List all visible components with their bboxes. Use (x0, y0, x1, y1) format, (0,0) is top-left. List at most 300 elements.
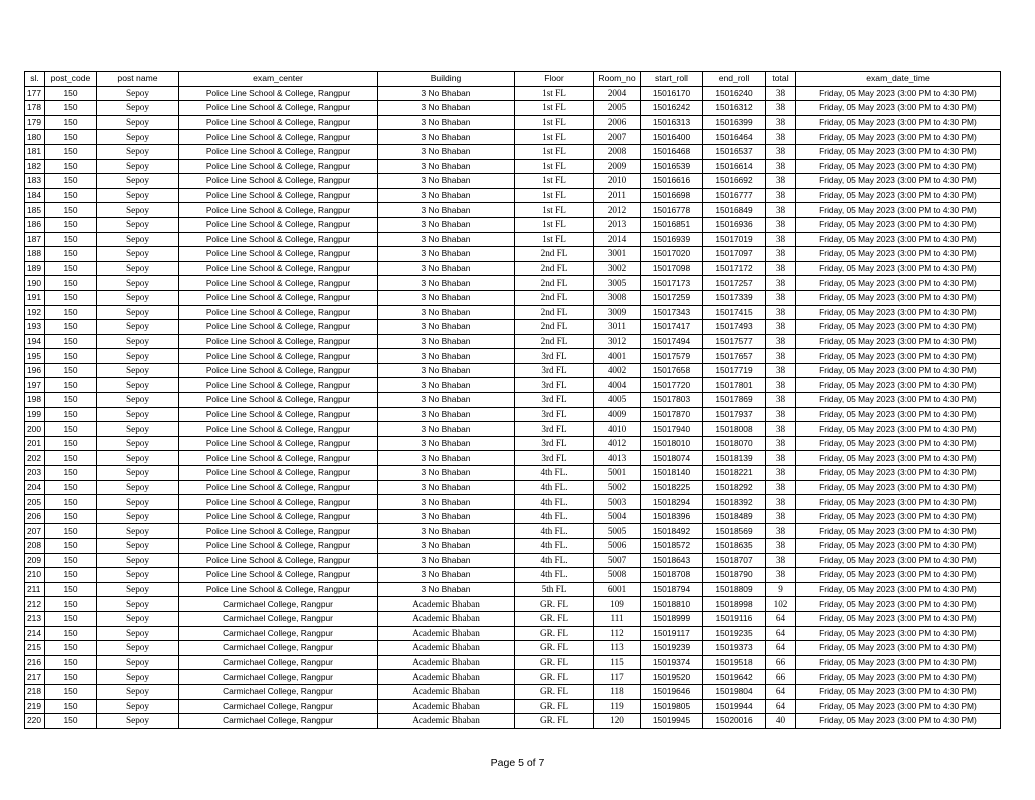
post-code-cell: 150 (45, 115, 97, 130)
start-roll-cell: 15017720 (641, 378, 703, 393)
floor-cell: 4th FL. (515, 466, 594, 481)
exam-center-cell: Police Line School & College, Rangpur (179, 407, 378, 422)
start-roll-cell: 15017940 (641, 422, 703, 437)
total-cell: 102 (766, 597, 796, 612)
end-roll-cell: 15018790 (703, 568, 766, 583)
post-name-cell: Sepoy (97, 466, 179, 481)
table-row (25, 568, 1001, 583)
exam-date-time-cell: Friday, 05 May 2023 (3:00 PM to 4:30 PM) (796, 320, 1001, 335)
exam-center-cell: Police Line School & College, Rangpur (179, 480, 378, 495)
sl-cell: 210 (25, 568, 45, 583)
exam-center-cell: Carmichael College, Rangpur (179, 699, 378, 714)
end-roll-cell: 15016936 (703, 217, 766, 232)
total-cell: 64 (766, 684, 796, 699)
post-code-cell: 150 (45, 655, 97, 670)
floor-cell: 1st FL (515, 115, 594, 130)
sl-cell: 184 (25, 188, 45, 203)
post-name-cell: Sepoy (97, 509, 179, 524)
post-code-cell: 150 (45, 290, 97, 305)
end-roll-cell: 15017719 (703, 363, 766, 378)
room-no-cell: 112 (594, 626, 641, 641)
post-code-cell: 150 (45, 466, 97, 481)
col-room-no-header: Room_no (594, 72, 641, 87)
room-no-cell: 4002 (594, 363, 641, 378)
end-roll-cell: 15017257 (703, 276, 766, 291)
total-cell: 38 (766, 320, 796, 335)
end-roll-cell: 15019373 (703, 641, 766, 656)
exam-center-cell: Police Line School & College, Rangpur (179, 305, 378, 320)
table-header-row (25, 72, 1001, 87)
total-cell: 66 (766, 655, 796, 670)
sl-cell: 185 (25, 203, 45, 218)
floor-cell: 1st FL (515, 101, 594, 116)
sl-cell: 203 (25, 466, 45, 481)
table-row (25, 159, 1001, 174)
end-roll-cell: 15018292 (703, 480, 766, 495)
seat-plan-table (24, 71, 1001, 729)
exam-date-time-cell: Friday, 05 May 2023 (3:00 PM to 4:30 PM) (796, 684, 1001, 699)
exam-date-time-cell: Friday, 05 May 2023 (3:00 PM to 4:30 PM) (796, 363, 1001, 378)
room-no-cell: 3002 (594, 261, 641, 276)
post-name-cell: Sepoy (97, 130, 179, 145)
exam-date-time-cell: Friday, 05 May 2023 (3:00 PM to 4:30 PM) (796, 276, 1001, 291)
sl-cell: 180 (25, 130, 45, 145)
room-no-cell: 2011 (594, 188, 641, 203)
total-cell: 38 (766, 232, 796, 247)
exam-date-time-cell: Friday, 05 May 2023 (3:00 PM to 4:30 PM) (796, 495, 1001, 510)
post-name-cell: Sepoy (97, 320, 179, 335)
floor-cell: 3rd FL (515, 407, 594, 422)
exam-center-cell: Police Line School & College, Rangpur (179, 276, 378, 291)
exam-date-time-cell: Friday, 05 May 2023 (3:00 PM to 4:30 PM) (796, 626, 1001, 641)
total-cell: 40 (766, 714, 796, 729)
floor-cell: 2nd FL (515, 290, 594, 305)
room-no-cell: 5005 (594, 524, 641, 539)
building-cell: Academic Bhaban (378, 684, 515, 699)
exam-center-cell: Police Line School & College, Rangpur (179, 436, 378, 451)
end-roll-cell: 15019804 (703, 684, 766, 699)
total-cell: 38 (766, 349, 796, 364)
table-row (25, 174, 1001, 189)
post-name-cell: Sepoy (97, 247, 179, 262)
total-cell: 38 (766, 568, 796, 583)
start-roll-cell: 15017098 (641, 261, 703, 276)
total-cell: 38 (766, 509, 796, 524)
total-cell: 38 (766, 276, 796, 291)
end-roll-cell: 15018809 (703, 582, 766, 597)
table-row (25, 451, 1001, 466)
table-row (25, 539, 1001, 554)
table-row (25, 611, 1001, 626)
post-name-cell: Sepoy (97, 626, 179, 641)
building-cell: 3 No Bhaban (378, 188, 515, 203)
end-roll-cell: 15018139 (703, 451, 766, 466)
end-roll-cell: 15018070 (703, 436, 766, 451)
building-cell: 3 No Bhaban (378, 159, 515, 174)
exam-date-time-cell: Friday, 05 May 2023 (3:00 PM to 4:30 PM) (796, 115, 1001, 130)
building-cell: Academic Bhaban (378, 626, 515, 641)
room-no-cell: 118 (594, 684, 641, 699)
table-row (25, 436, 1001, 451)
table-body (25, 86, 1001, 728)
sl-cell: 202 (25, 451, 45, 466)
floor-cell: 2nd FL (515, 334, 594, 349)
post-name-cell: Sepoy (97, 232, 179, 247)
exam-center-cell: Police Line School & College, Rangpur (179, 553, 378, 568)
table-row (25, 684, 1001, 699)
building-cell: 3 No Bhaban (378, 378, 515, 393)
sl-cell: 207 (25, 524, 45, 539)
total-cell: 9 (766, 582, 796, 597)
exam-center-cell: Police Line School & College, Rangpur (179, 539, 378, 554)
sl-cell: 217 (25, 670, 45, 685)
exam-center-cell: Police Line School & College, Rangpur (179, 466, 378, 481)
room-no-cell: 2007 (594, 130, 641, 145)
total-cell: 38 (766, 466, 796, 481)
floor-cell: 1st FL (515, 130, 594, 145)
total-cell: 38 (766, 290, 796, 305)
floor-cell: 1st FL (515, 217, 594, 232)
building-cell: 3 No Bhaban (378, 203, 515, 218)
post-code-cell: 150 (45, 407, 97, 422)
exam-date-time-cell: Friday, 05 May 2023 (3:00 PM to 4:30 PM) (796, 539, 1001, 554)
total-cell: 38 (766, 261, 796, 276)
end-roll-cell: 15016399 (703, 115, 766, 130)
building-cell: 3 No Bhaban (378, 524, 515, 539)
building-cell: Academic Bhaban (378, 611, 515, 626)
table-row (25, 670, 1001, 685)
room-no-cell: 2012 (594, 203, 641, 218)
exam-center-cell: Carmichael College, Rangpur (179, 597, 378, 612)
floor-cell: GR. FL (515, 684, 594, 699)
floor-cell: GR. FL (515, 597, 594, 612)
start-roll-cell: 15016939 (641, 232, 703, 247)
floor-cell: 1st FL (515, 159, 594, 174)
sl-cell: 212 (25, 597, 45, 612)
start-roll-cell: 15016468 (641, 144, 703, 159)
exam-date-time-cell: Friday, 05 May 2023 (3:00 PM to 4:30 PM) (796, 407, 1001, 422)
room-no-cell: 4012 (594, 436, 641, 451)
room-no-cell: 3001 (594, 247, 641, 262)
sl-cell: 201 (25, 436, 45, 451)
exam-date-time-cell: Friday, 05 May 2023 (3:00 PM to 4:30 PM) (796, 568, 1001, 583)
sl-cell: 196 (25, 363, 45, 378)
start-roll-cell: 15019374 (641, 655, 703, 670)
total-cell: 38 (766, 495, 796, 510)
room-no-cell: 3008 (594, 290, 641, 305)
sl-cell: 216 (25, 655, 45, 670)
room-no-cell: 5008 (594, 568, 641, 583)
start-roll-cell: 15017343 (641, 305, 703, 320)
sl-cell: 213 (25, 611, 45, 626)
exam-center-cell: Police Line School & College, Rangpur (179, 144, 378, 159)
col-post-code-header: post_code (45, 72, 97, 87)
sl-cell: 179 (25, 115, 45, 130)
total-cell: 38 (766, 203, 796, 218)
sl-cell: 186 (25, 217, 45, 232)
exam-date-time-cell: Friday, 05 May 2023 (3:00 PM to 4:30 PM) (796, 334, 1001, 349)
building-cell: 3 No Bhaban (378, 261, 515, 276)
post-code-cell: 150 (45, 203, 97, 218)
post-code-cell: 150 (45, 276, 97, 291)
end-roll-cell: 15017657 (703, 349, 766, 364)
exam-center-cell: Carmichael College, Rangpur (179, 641, 378, 656)
post-name-cell: Sepoy (97, 334, 179, 349)
building-cell: 3 No Bhaban (378, 320, 515, 335)
total-cell: 38 (766, 393, 796, 408)
exam-date-time-cell: Friday, 05 May 2023 (3:00 PM to 4:30 PM) (796, 436, 1001, 451)
sl-cell: 200 (25, 422, 45, 437)
post-code-cell: 150 (45, 174, 97, 189)
post-code-cell: 150 (45, 217, 97, 232)
end-roll-cell: 15020016 (703, 714, 766, 729)
table-row (25, 130, 1001, 145)
sl-cell: 183 (25, 174, 45, 189)
post-name-cell: Sepoy (97, 611, 179, 626)
exam-center-cell: Police Line School & College, Rangpur (179, 568, 378, 583)
col-exam-date-time-header: exam_date_time (796, 72, 1001, 87)
post-name-cell: Sepoy (97, 144, 179, 159)
exam-center-cell: Police Line School & College, Rangpur (179, 451, 378, 466)
post-name-cell: Sepoy (97, 407, 179, 422)
exam-date-time-cell: Friday, 05 May 2023 (3:00 PM to 4:30 PM) (796, 290, 1001, 305)
exam-center-cell: Police Line School & College, Rangpur (179, 290, 378, 305)
floor-cell: 1st FL (515, 188, 594, 203)
table-row (25, 699, 1001, 714)
floor-cell: 2nd FL (515, 320, 594, 335)
floor-cell: 5th FL (515, 582, 594, 597)
exam-date-time-cell: Friday, 05 May 2023 (3:00 PM to 4:30 PM) (796, 188, 1001, 203)
exam-center-cell: Police Line School & College, Rangpur (179, 349, 378, 364)
post-name-cell: Sepoy (97, 188, 179, 203)
start-roll-cell: 15019805 (641, 699, 703, 714)
end-roll-cell: 15016849 (703, 203, 766, 218)
room-no-cell: 2010 (594, 174, 641, 189)
col-exam-center-header: exam_center (179, 72, 378, 87)
post-name-cell: Sepoy (97, 101, 179, 116)
room-no-cell: 6001 (594, 582, 641, 597)
end-roll-cell: 15017801 (703, 378, 766, 393)
end-roll-cell: 15018635 (703, 539, 766, 554)
post-name-cell: Sepoy (97, 553, 179, 568)
sl-cell: 206 (25, 509, 45, 524)
exam-center-cell: Police Line School & College, Rangpur (179, 174, 378, 189)
sl-cell: 215 (25, 641, 45, 656)
room-no-cell: 2004 (594, 86, 641, 101)
start-roll-cell: 15018810 (641, 597, 703, 612)
start-roll-cell: 15016778 (641, 203, 703, 218)
end-roll-cell: 15016312 (703, 101, 766, 116)
post-name-cell: Sepoy (97, 480, 179, 495)
floor-cell: 2nd FL (515, 247, 594, 262)
table-row (25, 495, 1001, 510)
room-no-cell: 3011 (594, 320, 641, 335)
building-cell: Academic Bhaban (378, 714, 515, 729)
total-cell: 38 (766, 539, 796, 554)
exam-center-cell: Police Line School & College, Rangpur (179, 422, 378, 437)
start-roll-cell: 15016539 (641, 159, 703, 174)
total-cell: 38 (766, 524, 796, 539)
post-code-cell: 150 (45, 699, 97, 714)
post-code-cell: 150 (45, 495, 97, 510)
floor-cell: GR. FL (515, 670, 594, 685)
total-cell: 38 (766, 422, 796, 437)
building-cell: 3 No Bhaban (378, 144, 515, 159)
room-no-cell: 117 (594, 670, 641, 685)
post-code-cell: 150 (45, 144, 97, 159)
room-no-cell: 2006 (594, 115, 641, 130)
sl-cell: 208 (25, 539, 45, 554)
post-code-cell: 150 (45, 509, 97, 524)
building-cell: 3 No Bhaban (378, 466, 515, 481)
post-name-cell: Sepoy (97, 451, 179, 466)
table-row (25, 655, 1001, 670)
sl-cell: 193 (25, 320, 45, 335)
table-row (25, 334, 1001, 349)
start-roll-cell: 15016851 (641, 217, 703, 232)
room-no-cell: 4009 (594, 407, 641, 422)
sl-cell: 191 (25, 290, 45, 305)
table-row (25, 626, 1001, 641)
col-total-header: total (766, 72, 796, 87)
exam-date-time-cell: Friday, 05 May 2023 (3:00 PM to 4:30 PM) (796, 101, 1001, 116)
floor-cell: 4th FL. (515, 524, 594, 539)
floor-cell: 3rd FL (515, 378, 594, 393)
table-row (25, 276, 1001, 291)
total-cell: 38 (766, 86, 796, 101)
room-no-cell: 120 (594, 714, 641, 729)
start-roll-cell: 15016698 (641, 188, 703, 203)
exam-center-cell: Police Line School & College, Rangpur (179, 378, 378, 393)
post-code-cell: 150 (45, 378, 97, 393)
building-cell: 3 No Bhaban (378, 451, 515, 466)
end-roll-cell: 15017019 (703, 232, 766, 247)
floor-cell: 4th FL. (515, 509, 594, 524)
exam-date-time-cell: Friday, 05 May 2023 (3:00 PM to 4:30 PM) (796, 582, 1001, 597)
start-roll-cell: 15017020 (641, 247, 703, 262)
start-roll-cell: 15018708 (641, 568, 703, 583)
exam-center-cell: Police Line School & College, Rangpur (179, 334, 378, 349)
exam-date-time-cell: Friday, 05 May 2023 (3:00 PM to 4:30 PM) (796, 480, 1001, 495)
floor-cell: GR. FL (515, 641, 594, 656)
post-name-cell: Sepoy (97, 655, 179, 670)
col-floor-header: Floor (515, 72, 594, 87)
floor-cell: GR. FL (515, 714, 594, 729)
end-roll-cell: 15018489 (703, 509, 766, 524)
post-name-cell: Sepoy (97, 261, 179, 276)
start-roll-cell: 15017870 (641, 407, 703, 422)
post-name-cell: Sepoy (97, 422, 179, 437)
sl-cell: 188 (25, 247, 45, 262)
building-cell: 3 No Bhaban (378, 305, 515, 320)
post-name-cell: Sepoy (97, 159, 179, 174)
floor-cell: 4th FL. (515, 568, 594, 583)
col-end-roll-header: end_roll (703, 72, 766, 87)
post-code-cell: 150 (45, 436, 97, 451)
building-cell: 3 No Bhaban (378, 495, 515, 510)
total-cell: 38 (766, 144, 796, 159)
table-row (25, 480, 1001, 495)
room-no-cell: 2005 (594, 101, 641, 116)
start-roll-cell: 15017803 (641, 393, 703, 408)
table-row (25, 393, 1001, 408)
exam-date-time-cell: Friday, 05 May 2023 (3:00 PM to 4:30 PM) (796, 699, 1001, 714)
building-cell: 3 No Bhaban (378, 582, 515, 597)
exam-date-time-cell: Friday, 05 May 2023 (3:00 PM to 4:30 PM) (796, 451, 1001, 466)
floor-cell: 3rd FL (515, 349, 594, 364)
end-roll-cell: 15018707 (703, 553, 766, 568)
post-name-cell: Sepoy (97, 305, 179, 320)
table-row (25, 290, 1001, 305)
table-row (25, 203, 1001, 218)
table-row (25, 232, 1001, 247)
floor-cell: 4th FL. (515, 539, 594, 554)
post-name-cell: Sepoy (97, 597, 179, 612)
end-roll-cell: 15017415 (703, 305, 766, 320)
building-cell: 3 No Bhaban (378, 247, 515, 262)
total-cell: 38 (766, 436, 796, 451)
col-building-header: Building (378, 72, 515, 87)
floor-cell: 1st FL (515, 232, 594, 247)
room-no-cell: 2014 (594, 232, 641, 247)
building-cell: 3 No Bhaban (378, 174, 515, 189)
post-name-cell: Sepoy (97, 174, 179, 189)
floor-cell: GR. FL (515, 655, 594, 670)
exam-date-time-cell: Friday, 05 May 2023 (3:00 PM to 4:30 PM) (796, 611, 1001, 626)
start-roll-cell: 15018999 (641, 611, 703, 626)
room-no-cell: 2009 (594, 159, 641, 174)
exam-date-time-cell: Friday, 05 May 2023 (3:00 PM to 4:30 PM) (796, 422, 1001, 437)
end-roll-cell: 15019235 (703, 626, 766, 641)
post-name-cell: Sepoy (97, 86, 179, 101)
sl-cell: 182 (25, 159, 45, 174)
floor-cell: 4th FL. (515, 553, 594, 568)
total-cell: 38 (766, 159, 796, 174)
table-row (25, 524, 1001, 539)
table-row (25, 101, 1001, 116)
floor-cell: 1st FL (515, 144, 594, 159)
sl-cell: 209 (25, 553, 45, 568)
exam-center-cell: Police Line School & College, Rangpur (179, 261, 378, 276)
start-roll-cell: 15017494 (641, 334, 703, 349)
floor-cell: 3rd FL (515, 451, 594, 466)
total-cell: 38 (766, 101, 796, 116)
exam-date-time-cell: Friday, 05 May 2023 (3:00 PM to 4:30 PM) (796, 159, 1001, 174)
exam-date-time-cell: Friday, 05 May 2023 (3:00 PM to 4:30 PM) (796, 261, 1001, 276)
total-cell: 38 (766, 247, 796, 262)
post-name-cell: Sepoy (97, 276, 179, 291)
table-row (25, 466, 1001, 481)
end-roll-cell: 15017937 (703, 407, 766, 422)
exam-date-time-cell: Friday, 05 May 2023 (3:00 PM to 4:30 PM) (796, 203, 1001, 218)
sl-cell: 178 (25, 101, 45, 116)
total-cell: 38 (766, 115, 796, 130)
total-cell: 38 (766, 378, 796, 393)
table-row (25, 582, 1001, 597)
table-row (25, 641, 1001, 656)
post-name-cell: Sepoy (97, 290, 179, 305)
floor-cell: 4th FL. (515, 480, 594, 495)
floor-cell: 2nd FL (515, 305, 594, 320)
post-code-cell: 150 (45, 539, 97, 554)
floor-cell: 2nd FL (515, 261, 594, 276)
floor-cell: 1st FL (515, 174, 594, 189)
post-code-cell: 150 (45, 568, 97, 583)
exam-center-cell: Police Line School & College, Rangpur (179, 232, 378, 247)
start-roll-cell: 15019239 (641, 641, 703, 656)
total-cell: 66 (766, 670, 796, 685)
exam-date-time-cell: Friday, 05 May 2023 (3:00 PM to 4:30 PM) (796, 655, 1001, 670)
